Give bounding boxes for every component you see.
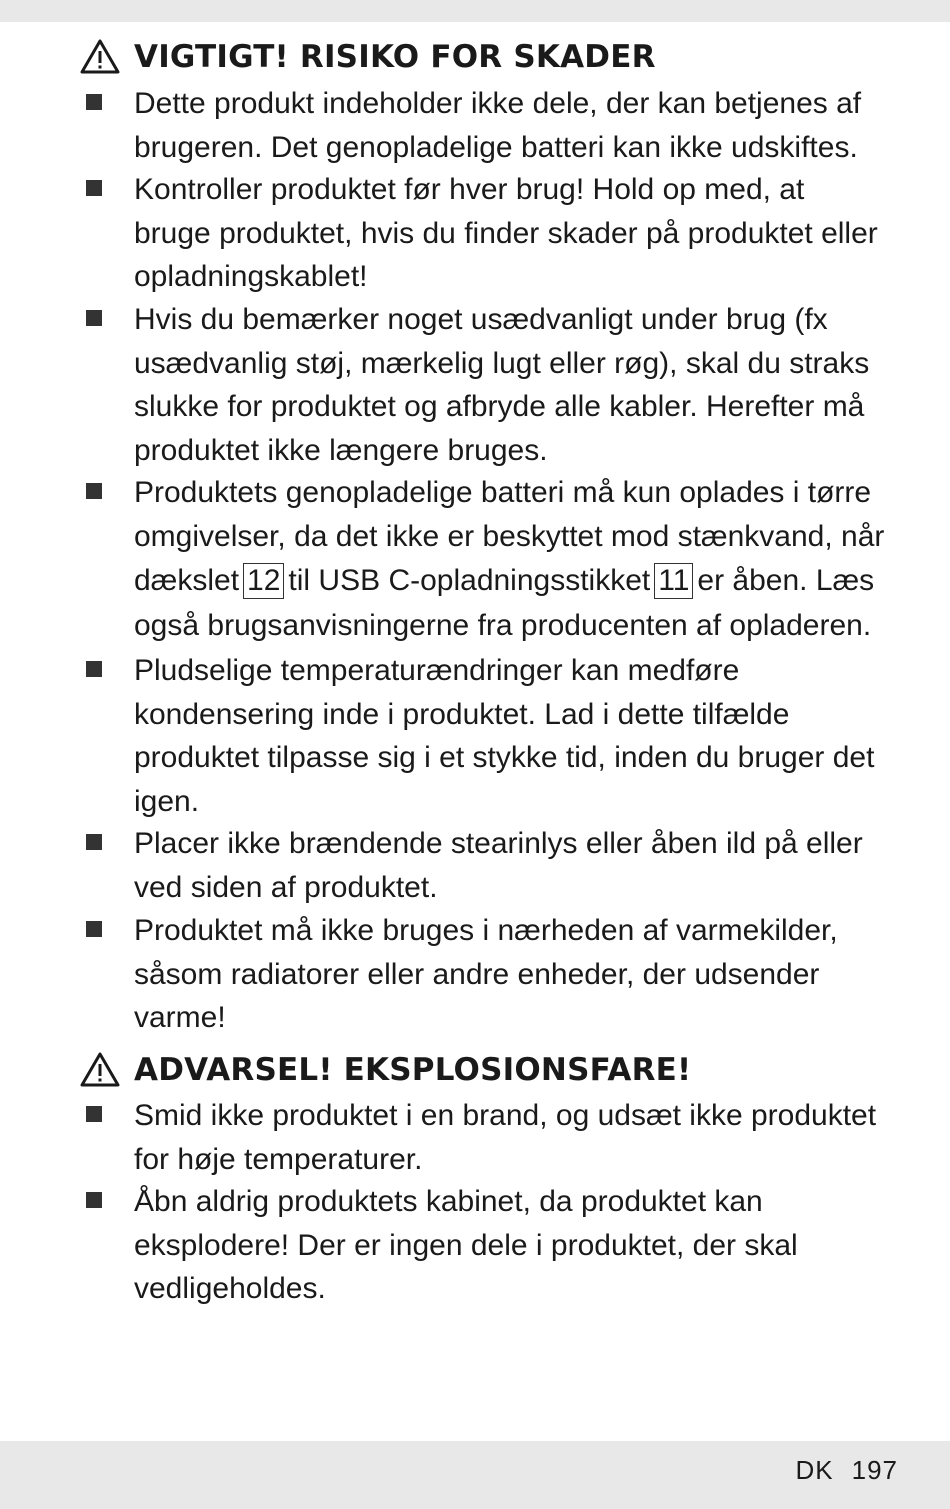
text-line: igen.	[134, 784, 200, 818]
section-heading-explosion	[80, 1049, 691, 1091]
section-heading-risk	[80, 36, 656, 78]
text-line: usædvanlig støj, mærkelig lugt eller røg), skal du straks	[134, 346, 870, 380]
text-line: brugeren. Det genopladelige batteri kan ikke udskiftes.	[134, 130, 858, 164]
text-line: eksplodere! Der er ingen dele i produktet, der skal	[134, 1228, 798, 1262]
bullet-text	[134, 822, 904, 909]
text-line: Placer ikke brændende stearinlys eller åben ild på eller	[134, 827, 863, 860]
page-number: 197	[851, 1455, 898, 1485]
text-line: Pludselige temperaturændringer kan medføre	[134, 654, 740, 687]
bullet-square-icon	[86, 94, 102, 110]
bullet-square-icon	[86, 834, 102, 850]
text-segment: dækslet	[134, 564, 240, 597]
bullet-text	[134, 82, 904, 169]
text-line: Hvis du bemærker noget usædvanligt under brug (fx	[134, 303, 828, 336]
text-line: kondensering inde i produktet. Lad i dette tilfælde	[134, 697, 790, 731]
text-line: opladningskablet!	[134, 260, 368, 293]
text-line: ved siden af produktet.	[134, 870, 438, 904]
reference-number-box: 12	[243, 563, 284, 599]
text-segment: til USB C-opladningsstikket	[288, 564, 651, 597]
text-line: Produktet må ikke bruges i nærheden af varmekilder,	[134, 914, 838, 947]
bullet-text	[134, 471, 904, 648]
text-line: slukke for produktet og afbryde alle kabler. Herefter må	[134, 390, 865, 423]
bullet-square-icon	[86, 310, 102, 326]
bullet-square-icon	[86, 661, 102, 677]
text-line: Kontroller produktet før hver brug! Hold op med, at	[134, 173, 805, 206]
bullet-text	[134, 168, 904, 299]
bullet-square-icon	[86, 180, 102, 196]
text-line: produktet ikke længere bruges.	[134, 433, 548, 467]
reference-number-box: 11	[654, 563, 693, 599]
bullet-text	[134, 649, 904, 823]
bullet-text	[134, 1180, 904, 1311]
bullet-square-icon	[86, 1192, 102, 1208]
bullet-square-icon	[86, 921, 102, 937]
language-code: DK	[795, 1455, 834, 1485]
text-line: for høje temperaturer.	[134, 1142, 423, 1176]
text-line: varme!	[134, 1001, 226, 1034]
page-footer	[795, 1455, 898, 1486]
text-line: bruge produktet, hvis du finder skader på produktet eller	[134, 216, 878, 250]
bullet-square-icon	[86, 483, 102, 499]
heading-text: VIGTIGT! RISIKO FOR SKADER	[134, 39, 656, 75]
text-segment: er åben. Læs	[697, 564, 875, 597]
text-line: vedligeholdes.	[134, 1272, 326, 1305]
bullet-square-icon	[86, 1106, 102, 1122]
bullet-text	[134, 909, 904, 1040]
bullet-text	[134, 1094, 904, 1181]
warning-triangle-icon	[80, 1052, 120, 1088]
warning-triangle-icon	[80, 39, 120, 75]
bullet-text	[134, 298, 904, 472]
text-line: Dette produkt indeholder ikke dele, der kan betjenes af	[134, 87, 862, 120]
text-line	[134, 558, 904, 604]
text-line: Smid ikke produktet i en brand, og udsæt ikke produktet	[134, 1099, 877, 1132]
text-line: Åbn aldrig produktets kabinet, da produktet kan	[134, 1185, 763, 1218]
text-line: omgivelser, da det ikke er beskyttet mod stænkvand, når	[134, 519, 885, 553]
heading-text: ADVARSEL! EKSPLOSIONSFARE!	[134, 1052, 692, 1088]
top-margin-band	[0, 0, 950, 22]
text-line: også brugsanvisningerne fra producenten af opladeren.	[134, 609, 872, 642]
text-line: såsom radiatorer eller andre enheder, der udsender	[134, 957, 820, 991]
text-line: Produktets genopladelige batteri må kun oplades i tørre	[134, 476, 872, 509]
text-line: produktet tilpasse sig i et stykke tid, inden du bruger det	[134, 741, 875, 774]
